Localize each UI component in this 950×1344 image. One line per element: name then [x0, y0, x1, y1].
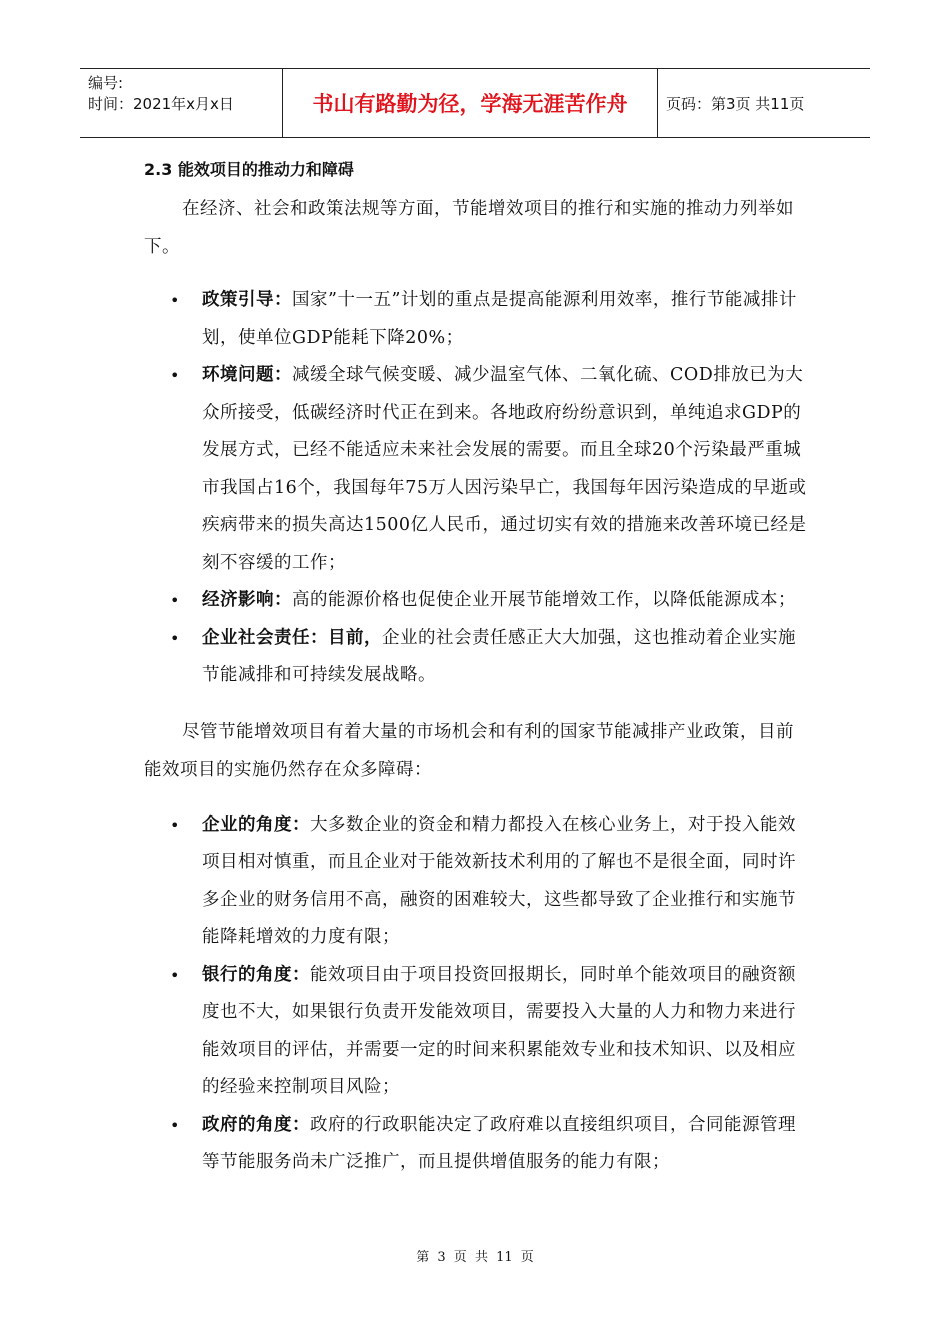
transition-paragraph: 尽管节能增效项目有着大量的市场机会和有利的国家节能减排产业政策，目前能效项目的实施仍然存在众多障碍： [144, 721, 794, 780]
bullet-icon: • [170, 1115, 180, 1135]
drivers-list [144, 282, 809, 695]
item-text: 国家”十一五”计划的重点是提高能源利用效率，推行节能减排计划，使单位GDP能耗下降20%； [202, 290, 797, 348]
list-item [144, 1107, 809, 1182]
list-item [144, 357, 809, 582]
footer-word: 第 [416, 1250, 430, 1265]
item-label: 银行的角度： [202, 964, 310, 985]
bullet-icon: • [170, 366, 180, 385]
header-page-info: 页码：第3页 共11页 [666, 94, 805, 113]
item-text: 政府的行政职能决定了政府难以直接组织项目，合同能源管理等节能服务尚未广泛推广，而且提供增值服务的能力有限； [202, 1114, 796, 1172]
list-item [144, 582, 809, 620]
header-motto: 书山有路勤为径，学海无涯苦作舟 [282, 69, 658, 137]
header-left-cell [80, 69, 282, 137]
item-label: 企业的角度： [202, 814, 310, 835]
item-label: 政府的角度： [202, 1114, 310, 1135]
section-title: 2.3 能效项目的推动力和障碍 [144, 160, 354, 179]
page-footer [0, 1246, 950, 1265]
list-item [144, 957, 809, 1107]
document-body [144, 150, 809, 1182]
item-text: 能效项目由于项目投资回报期长，同时单个能效项目的融资额度也不大，如果银行负责开发能效项目，需要投入大量的人力和物力来进行能效项目的评估，并需要一定的时间来积累能效专业和技术知识、以及相应的经验来控制项目风险； [202, 964, 796, 1097]
intro-paragraph: 在经济、社会和政策法规等方面，节能增效项目的推行和实施的推动力列举如下。 [144, 199, 794, 257]
list-item [144, 282, 809, 357]
item-label: 经济影响： [202, 590, 292, 610]
item-text: 大多数企业的资金和精力都投入在核心业务上，对于投入能效项目相对慎重，而且企业对于能效新技术利用的了解也不是很全面，同时许多企业的财务信用不高，融资的困难较大，这些都导致了企业推行和实施节能降耗增效的力度有限； [202, 814, 796, 947]
footer-page-number: 3 [437, 1250, 446, 1265]
bullet-icon: • [170, 628, 180, 648]
item-text: 高的能源价格也促使企业开展节能增效工作，以降低能源成本； [292, 590, 796, 610]
list-item [144, 807, 809, 957]
bullet-icon: • [170, 815, 180, 835]
item-label: 企业社会责任：目前， [202, 627, 382, 648]
footer-total-pages: 11 [496, 1250, 513, 1265]
barriers-list [144, 807, 809, 1182]
serial-number-label: 编号: [88, 74, 124, 92]
item-text: 企业的社会责任感正大大加强，这也推动着企业实施节能减排和可持续发展战略。 [202, 627, 796, 685]
page-header [80, 68, 870, 138]
footer-word: 页 [453, 1250, 467, 1265]
item-label: 环境问题： [202, 365, 292, 385]
footer-word: 页 [520, 1250, 534, 1265]
bullet-icon: • [170, 291, 180, 310]
item-text: 减缓全球气候变暖、减少温室气体、二氧化硫、COD排放已为大众所接受，低碳经济时代正在到来。各地政府纷纷意识到，单纯追求GDP的发展方式，已经不能适应未来社会发展的需要。而且全球20个污染最严重城市我国占16个，我国每年75万人因污染早亡，我国每年因污染造成的早逝或疾病带来的损失高达1500亿人民币，通过切实有效的措施来改善环境已经是刻不容缓的工作； [202, 365, 807, 573]
list-item [144, 620, 809, 695]
footer-word: 共 [474, 1250, 488, 1265]
bullet-icon: • [170, 591, 180, 610]
date-label: 时间：2021年x月x日 [88, 95, 234, 113]
bullet-icon: • [170, 965, 180, 985]
item-label: 政策引导： [202, 290, 292, 310]
